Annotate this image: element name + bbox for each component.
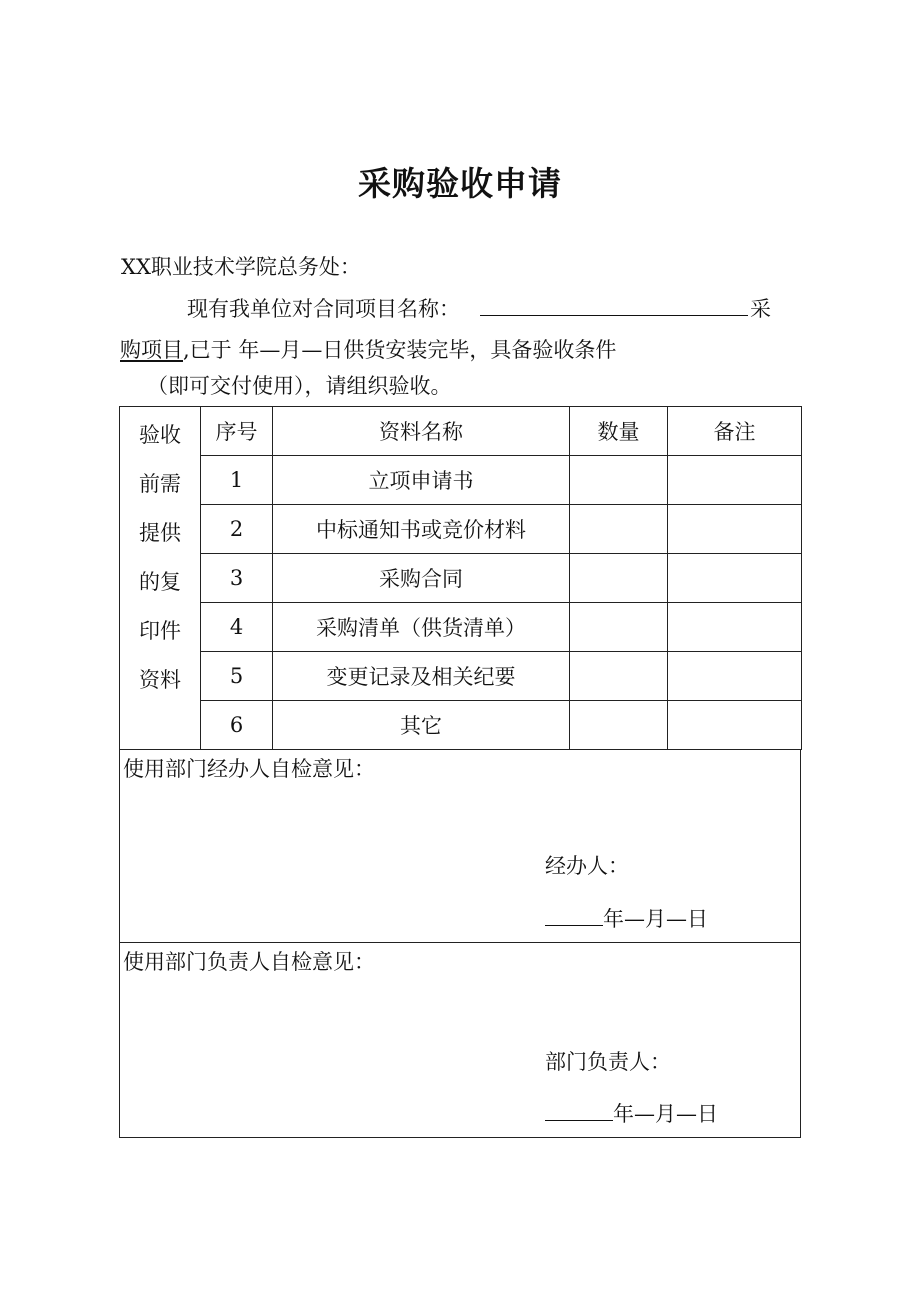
row-no: 1: [201, 456, 273, 505]
project-name-blank[interactable]: [480, 295, 748, 316]
handler-opinion-label: 使用部门经办人自检意见：: [123, 757, 375, 781]
side-label-line: 前需: [139, 472, 181, 496]
side-label-line: 提供: [139, 521, 181, 545]
row-no: 6: [201, 701, 273, 750]
table-row: [120, 603, 802, 652]
row-qty-cell[interactable]: [570, 652, 668, 701]
head-date-line: [545, 1098, 718, 1128]
body-line-2-rest: ,已于 年—月—日供货安装完毕，具备验收条件: [183, 338, 617, 362]
row-note-cell[interactable]: [668, 505, 802, 554]
handler-opinion-box[interactable]: [119, 749, 801, 943]
row-qty-cell[interactable]: [570, 505, 668, 554]
row-name: 其它: [273, 701, 570, 750]
row-note-cell[interactable]: [668, 456, 802, 505]
table-row: [120, 554, 802, 603]
header-note: 备注: [668, 407, 802, 456]
row-qty-cell[interactable]: [570, 603, 668, 652]
table-row: [120, 456, 802, 505]
row-qty-cell[interactable]: [570, 701, 668, 750]
page-title: 采购验收申请: [358, 164, 562, 203]
table-row: [120, 701, 802, 750]
side-label-line: 验收: [139, 423, 181, 447]
handler-date-label: 年—月—日: [603, 907, 708, 931]
body-line-1-suffix: 采: [750, 297, 771, 321]
head-date-label: 年—月—日: [613, 1102, 718, 1126]
row-qty-cell[interactable]: [570, 554, 668, 603]
head-opinion-label: 使用部门负责人自检意见：: [123, 950, 375, 974]
row-note-cell[interactable]: [668, 701, 802, 750]
side-label-line: 印件: [139, 619, 181, 643]
row-note-cell[interactable]: [668, 554, 802, 603]
head-signer-label: 部门负责人：: [545, 1050, 671, 1074]
row-no: 3: [201, 554, 273, 603]
project-type-text: 购项目: [120, 338, 183, 362]
row-name: 变更记录及相关纪要: [273, 652, 570, 701]
body-line-2: [120, 337, 616, 363]
row-name: 中标通知书或竞价材料: [273, 505, 570, 554]
head-opinion-box[interactable]: [119, 942, 801, 1138]
handler-date-line: [545, 903, 708, 933]
handler-signer-label: 经办人：: [545, 854, 629, 878]
table-header-row: [120, 407, 802, 456]
table-row: [120, 505, 802, 554]
row-name: 立项申请书: [273, 456, 570, 505]
row-no: 4: [201, 603, 273, 652]
side-label-cell: [120, 407, 201, 750]
header-no: 序号: [201, 407, 273, 456]
row-no: 2: [201, 505, 273, 554]
row-no: 5: [201, 652, 273, 701]
head-year-blank[interactable]: [545, 1100, 613, 1121]
row-name: 采购清单（供货清单）: [273, 603, 570, 652]
body-line-3: （即可交付使用），请组织验收。: [147, 374, 452, 398]
row-note-cell[interactable]: [668, 652, 802, 701]
row-note-cell[interactable]: [668, 603, 802, 652]
documents-table: [119, 406, 802, 750]
header-qty: 数量: [570, 407, 668, 456]
row-qty-cell[interactable]: [570, 456, 668, 505]
header-name: 资料名称: [273, 407, 570, 456]
side-label-line: 资料: [139, 668, 181, 692]
body-line-1: [187, 295, 771, 322]
body-line-1-prefix: 现有我单位对合同项目名称：: [187, 297, 460, 321]
side-label-line: 的复: [139, 570, 181, 594]
row-name: 采购合同: [273, 554, 570, 603]
recipient-line: XX职业技术学院总务处：: [121, 255, 361, 279]
handler-year-blank[interactable]: [545, 905, 603, 926]
table-row: [120, 652, 802, 701]
